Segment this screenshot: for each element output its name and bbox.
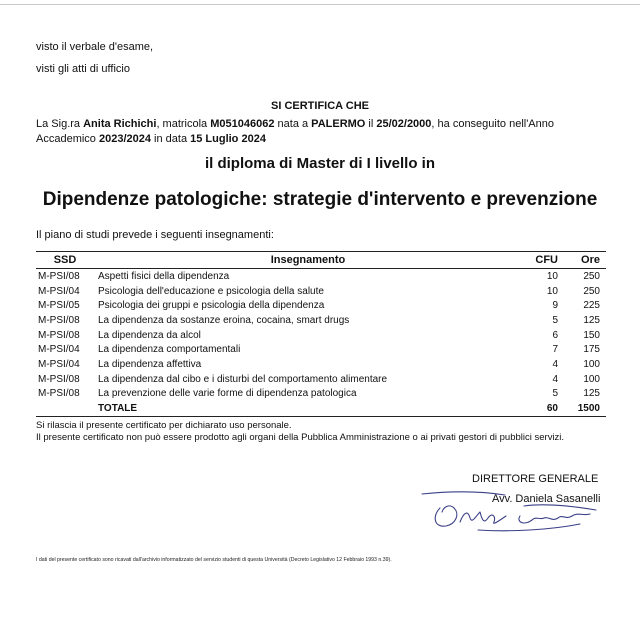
- courses-table: [36, 251, 606, 417]
- cell-ssd: M-PSI/05: [38, 300, 80, 312]
- handwritten-signature: [420, 486, 610, 536]
- cell-ssd: M-PSI/08: [38, 373, 80, 385]
- academic-year: 2023/2024: [98, 133, 151, 145]
- cell-insegnamento: La dipendenza comportamentali: [98, 344, 241, 356]
- student-name: Anita Richichi: [83, 118, 157, 130]
- certify-text: nata a: [274, 118, 312, 130]
- cell-cfu: 10: [546, 285, 558, 297]
- birthplace: PALERMO: [311, 118, 366, 130]
- cell-ore: 100: [583, 358, 600, 370]
- table-row: [36, 342, 606, 357]
- cell-ore: 100: [583, 373, 600, 385]
- cell-insegnamento: La dipendenza da alcol: [98, 329, 201, 341]
- cell-cfu: 10: [546, 270, 558, 282]
- cell-cfu: 4: [552, 358, 558, 370]
- cell-ore: 125: [583, 314, 600, 326]
- certify-text: Accademico: [36, 133, 99, 145]
- certify-text: , matricola: [156, 118, 211, 130]
- total-cfu: 60: [520, 401, 560, 416]
- cell-cfu: 9: [552, 300, 558, 312]
- table-row: [36, 313, 606, 328]
- student-matricola: M051046062: [210, 118, 275, 130]
- cell-insegnamento: Psicologia dell'educazione e psicologia della salute: [98, 285, 324, 297]
- certify-paragraph-line1: [36, 118, 554, 130]
- cell-cfu: 7: [552, 344, 558, 356]
- certify-text: , ha conseguito nell'Anno: [431, 118, 555, 130]
- cell-cfu: 5: [552, 388, 558, 400]
- table-row: [36, 357, 606, 372]
- cell-ore: 150: [583, 329, 600, 341]
- diploma-line: il diploma di Master di I livello in: [204, 155, 436, 172]
- certify-text: in data: [150, 133, 191, 145]
- footnote: I dati del presente certificato sono ricavati dall'archivio informatizzato del servizio studenti di questa Università (Decreto Legislativo 12 Febbraio 1993 n.39).: [36, 557, 392, 563]
- table-header-row: [36, 252, 606, 269]
- cell-insegnamento: Aspetti fisici della dipendenza: [98, 270, 230, 282]
- note-restriction: Il presente certificato non può essere prodotto agli organi della Pubblica Amministrazione o ai privati gestori di pubblici servizi.: [36, 432, 565, 443]
- cell-cfu: 4: [552, 373, 558, 385]
- cell-ore: 250: [583, 285, 600, 297]
- header-ssd: SSD: [36, 252, 94, 269]
- cell-ssd: M-PSI/04: [38, 358, 80, 370]
- certify-paragraph-line2: [36, 133, 266, 145]
- plan-intro: Il piano di studi prevede i seguenti insegnamenti:: [36, 229, 274, 241]
- table-row: [36, 328, 606, 343]
- cell-insegnamento: La prevenzione delle varie forme di dipendenza patologica: [98, 388, 357, 400]
- birthdate: 25/02/2000: [376, 118, 432, 130]
- cell-cfu: 5: [552, 314, 558, 326]
- table-row: [36, 372, 606, 387]
- cell-insegnamento: La dipendenza da sostanze eroina, cocaina, smart drugs: [98, 314, 350, 326]
- cell-insegnamento: Psicologia dei gruppi e psicologia della dipendenza: [98, 300, 325, 312]
- certify-text: il: [365, 118, 377, 130]
- cell-ore: 125: [583, 388, 600, 400]
- header-line-verbale: visto il verbale d'esame,: [36, 41, 154, 53]
- note-personal-use: Si rilascia il presente certificato per dichiarato uso personale.: [36, 420, 292, 431]
- master-title: Dipendenze patologiche: strategie d'intervento e prevenzione: [42, 189, 598, 210]
- top-divider: [0, 4, 640, 5]
- cell-insegnamento: La dipendenza dal cibo e i disturbi del comportamento alimentare: [98, 373, 388, 385]
- cell-ssd: M-PSI/04: [38, 285, 80, 297]
- cell-ssd: M-PSI/08: [38, 314, 80, 326]
- certify-heading: SI CERTIFICA CHE: [271, 100, 369, 112]
- cell-insegnamento: La dipendenza affettiva: [98, 358, 202, 370]
- graduation-date: 15 Luglio 2024: [190, 133, 266, 145]
- table-row: [36, 387, 606, 402]
- certify-text: La Sig.ra: [36, 118, 84, 130]
- header-ore: Ore: [560, 252, 606, 269]
- cell-ssd: M-PSI/08: [38, 329, 80, 341]
- total-label: TOTALE: [94, 401, 520, 416]
- header-insegnamento: Insegnamento: [94, 252, 520, 269]
- signer-name: Avv. Daniela Sasanelli: [492, 493, 601, 505]
- cell-ore: 250: [583, 270, 600, 282]
- table-total-row: [36, 401, 606, 416]
- table-row: [36, 298, 606, 313]
- cell-ssd-empty: [36, 401, 94, 416]
- header-line-atti: visti gli atti di ufficio: [36, 63, 130, 75]
- cell-cfu: 6: [552, 329, 558, 341]
- cell-ssd: M-PSI/04: [38, 344, 80, 356]
- table-row: [36, 269, 606, 284]
- header-cfu: CFU: [520, 252, 560, 269]
- total-ore: 1500: [560, 401, 606, 416]
- cell-ore: 175: [583, 344, 600, 356]
- signer-title: DIRETTORE GENERALE: [472, 473, 599, 485]
- table-row: [36, 284, 606, 299]
- cell-ssd: M-PSI/08: [38, 270, 80, 282]
- cell-ore: 225: [583, 300, 600, 312]
- cell-ssd: M-PSI/08: [38, 388, 80, 400]
